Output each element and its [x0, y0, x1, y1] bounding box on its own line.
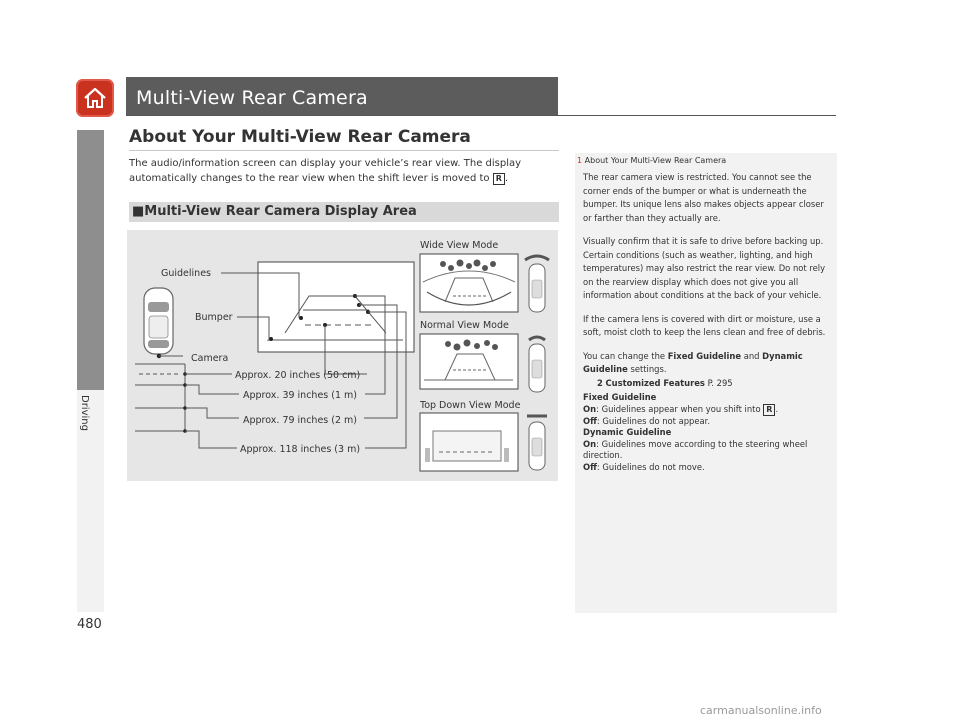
dynamic-guideline-title: Dynamic Guideline [583, 427, 672, 437]
home-button[interactable] [76, 79, 114, 117]
fixed-guideline-title: Fixed Guideline [583, 392, 657, 402]
camera-screen [258, 262, 414, 352]
sidebar-heading [577, 156, 726, 165]
guidelines-label: Guidelines [161, 268, 211, 279]
car-top-view-icon [144, 288, 173, 354]
sidebar-p2: Visually confirm that it is safe to drive before backing up. Certain conditions (such as weather, lighting, and high temperatures) may also restrict the rear view. Do not rely on the rearview display which does not give you all information about conditions at the back of your vehicle. [583, 236, 826, 300]
top-down-view-mode-label: Top Down View Mode [420, 400, 521, 411]
normal-view-mode-label: Normal View Mode [420, 320, 509, 331]
normal-view-car-icon [529, 337, 545, 392]
reference-link[interactable]: Customized Features [605, 377, 705, 388]
sidebar-p3: If the camera lens is covered with dirt or moisture, use a soft, moist cloth to keep the lens clean and free of debris. [583, 313, 826, 337]
subsection-title: ■Multi-View Rear Camera Display Area [132, 204, 417, 219]
intro-end: . [504, 173, 509, 184]
reference-arrow-icon: 2 [597, 377, 603, 388]
camera-diagram [127, 230, 558, 481]
distance-20-label: Approx. 20 inches (50 cm) [235, 370, 361, 381]
chapter-tab [77, 130, 104, 390]
sidebar-note [575, 153, 837, 613]
watermark: carmanualsonline.info [700, 704, 822, 717]
cross-reference[interactable] [583, 378, 733, 388]
wide-view-thumbnail [420, 254, 518, 312]
intro-paragraph [129, 156, 549, 186]
sidebar-heading-text: About Your Multi-View Rear Camera [584, 156, 727, 165]
title-rule [126, 115, 836, 116]
chapter-title-bar [126, 77, 558, 115]
sidebar-body [583, 171, 833, 473]
wide-view-mode-label: Wide View Mode [420, 240, 499, 251]
bumper-label: Bumper [195, 312, 233, 323]
guideline-settings: Fixed Guideline On: Guidelines appear when you shift into R . Off: Guidelines do not appear. Dynamic Guideline On: Guidelines move according to the steering wheel direction. Off: Guidelines do not move. [583, 392, 808, 472]
distance-118-label: Approx. 118 inches (3 m) [240, 444, 361, 455]
subsection-heading [129, 202, 559, 222]
distance-39-label: Approx. 39 inches (1 m) [243, 390, 357, 401]
chapter-title: Multi-View Rear Camera [136, 87, 368, 109]
section-title: About Your Multi-View Rear Camera [129, 127, 471, 147]
camera-diagram-svg [127, 230, 558, 481]
reverse-key-icon-2: R [763, 404, 775, 416]
wide-view-car-icon [525, 256, 549, 312]
note-marker-icon: 1 [577, 156, 583, 165]
sidebar-p4: You can change the Fixed Guideline and Dynamic Guideline settings. 2 Customized Features P. 295 [583, 350, 803, 388]
reverse-key-icon: R [493, 173, 505, 185]
normal-view-thumbnail [420, 334, 518, 389]
zone-leaders [185, 374, 239, 448]
chapter-label: Driving [79, 395, 90, 431]
section-rule [129, 150, 559, 151]
sidebar-p1: The rear camera view is restricted. You cannot see the corner ends of the bumper or what is underneath the bumper. Its unique lens also makes objects appear closer or farther than they actually are. [583, 172, 824, 223]
intro-text: The audio/information screen can display your vehicle’s rear view. The display automatically changes to the rear view when the shift lever is moved to [129, 158, 522, 184]
page-number: 480 [77, 617, 102, 632]
distance-79-label: Approx. 79 inches (2 m) [243, 415, 357, 426]
top-down-view-thumbnail [420, 413, 518, 471]
home-icon [82, 85, 108, 111]
reference-page: P. 295 [707, 377, 733, 388]
distance-zones [135, 364, 185, 431]
top-down-car-icon [527, 416, 547, 470]
camera-label: Camera [191, 353, 229, 364]
